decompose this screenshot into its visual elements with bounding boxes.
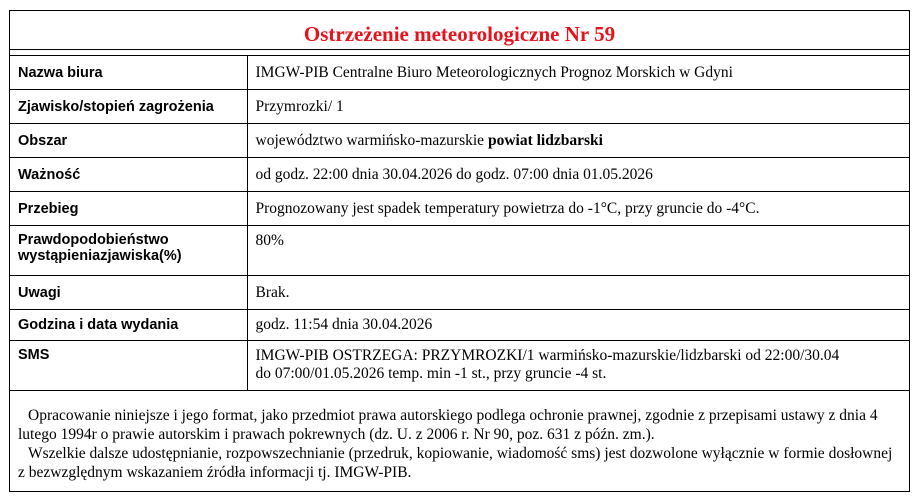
area-voivodeship: województwo warmińsko-mazurskie [255,131,485,149]
phenomenon-label: Zjawisko/stopień zagrożenia [10,90,247,124]
sms-value [247,341,909,391]
distribution-paragraph: Wszelkie dalsze udostępnianie, rozpowszechnianie (przedruk, kopiowanie, wiadomość sms) jest dozwolone wyłącznie w formie dosłownej z bezwzględnym wskazaniem źródła informacji tj. IMGW-PIB. [18,445,893,481]
area-value [247,124,909,158]
table-row-area [10,124,909,158]
office-value: IMGW-PIB Centralne Biuro Meteorologicznych Prognoz Morskich w Gdyni [247,56,909,90]
validity-value: od godz. 22:00 dnia 30.04.2026 do godz. 07:00 dnia 01.05.2026 [247,158,909,192]
table-row-probability [10,226,909,276]
course-label: Przebieg [10,192,247,226]
validity-label: Ważność [10,158,247,192]
issue-time-value: godz. 11:54 dnia 30.04.2026 [247,310,909,341]
copyright-notice [10,406,909,482]
table-row-office [10,56,909,90]
issue-time-label: Godzina i data wydania [10,310,247,341]
probability-label-line2: wystąpieniazjawiska(%) [18,248,182,264]
warning-details-table [10,55,909,391]
remarks-value: Brak. [247,276,909,310]
area-county: powiat lidzbarski [487,131,603,149]
copyright-paragraph: Opracowanie niniejsze i jego format, jako przedmiot prawa autorskiego podlega ochronie prawnej, zgodnie z przepisami ustawy z dnia 4 lutego 1994r o prawie autorskim i prawach pokrewnych (dz. U. z 2006 r. Nr 90, poz. 631 z późn. zm.). [18,407,878,443]
course-value: Prognozowany jest spadek temperatury powietrza do -1°C, przy gruncie do -4°C. [247,192,909,226]
probability-label-line1: Prawdopodobieństwo [18,232,169,248]
phenomenon-value: Przymrozki/ 1 [247,90,909,124]
table-row-sms [10,341,909,391]
area-label: Obszar [10,124,247,158]
probability-value: 80% [247,226,909,276]
remarks-label: Uwagi [10,276,247,310]
table-row-issue-time [10,310,909,341]
table-row-phenomenon [10,90,909,124]
office-label: Nazwa biura [10,56,247,90]
table-row-validity [10,158,909,192]
table-row-course [10,192,909,226]
sms-value-line1: IMGW-PIB OSTRZEGA: PRZYMROZKI/1 warmińsko-mazurskie/lidzbarski od 22:00/30.04 [255,347,840,364]
warning-title: Ostrzeżenie meteorologiczne Nr 59 [10,11,909,50]
table-row-remarks [10,276,909,310]
sms-label: SMS [10,341,247,391]
sms-value-line2: do 07:00/01.05.2026 temp. min -1 st., przy gruncie -4 st. [255,365,607,382]
warning-document [9,10,910,492]
probability-label [10,226,247,276]
